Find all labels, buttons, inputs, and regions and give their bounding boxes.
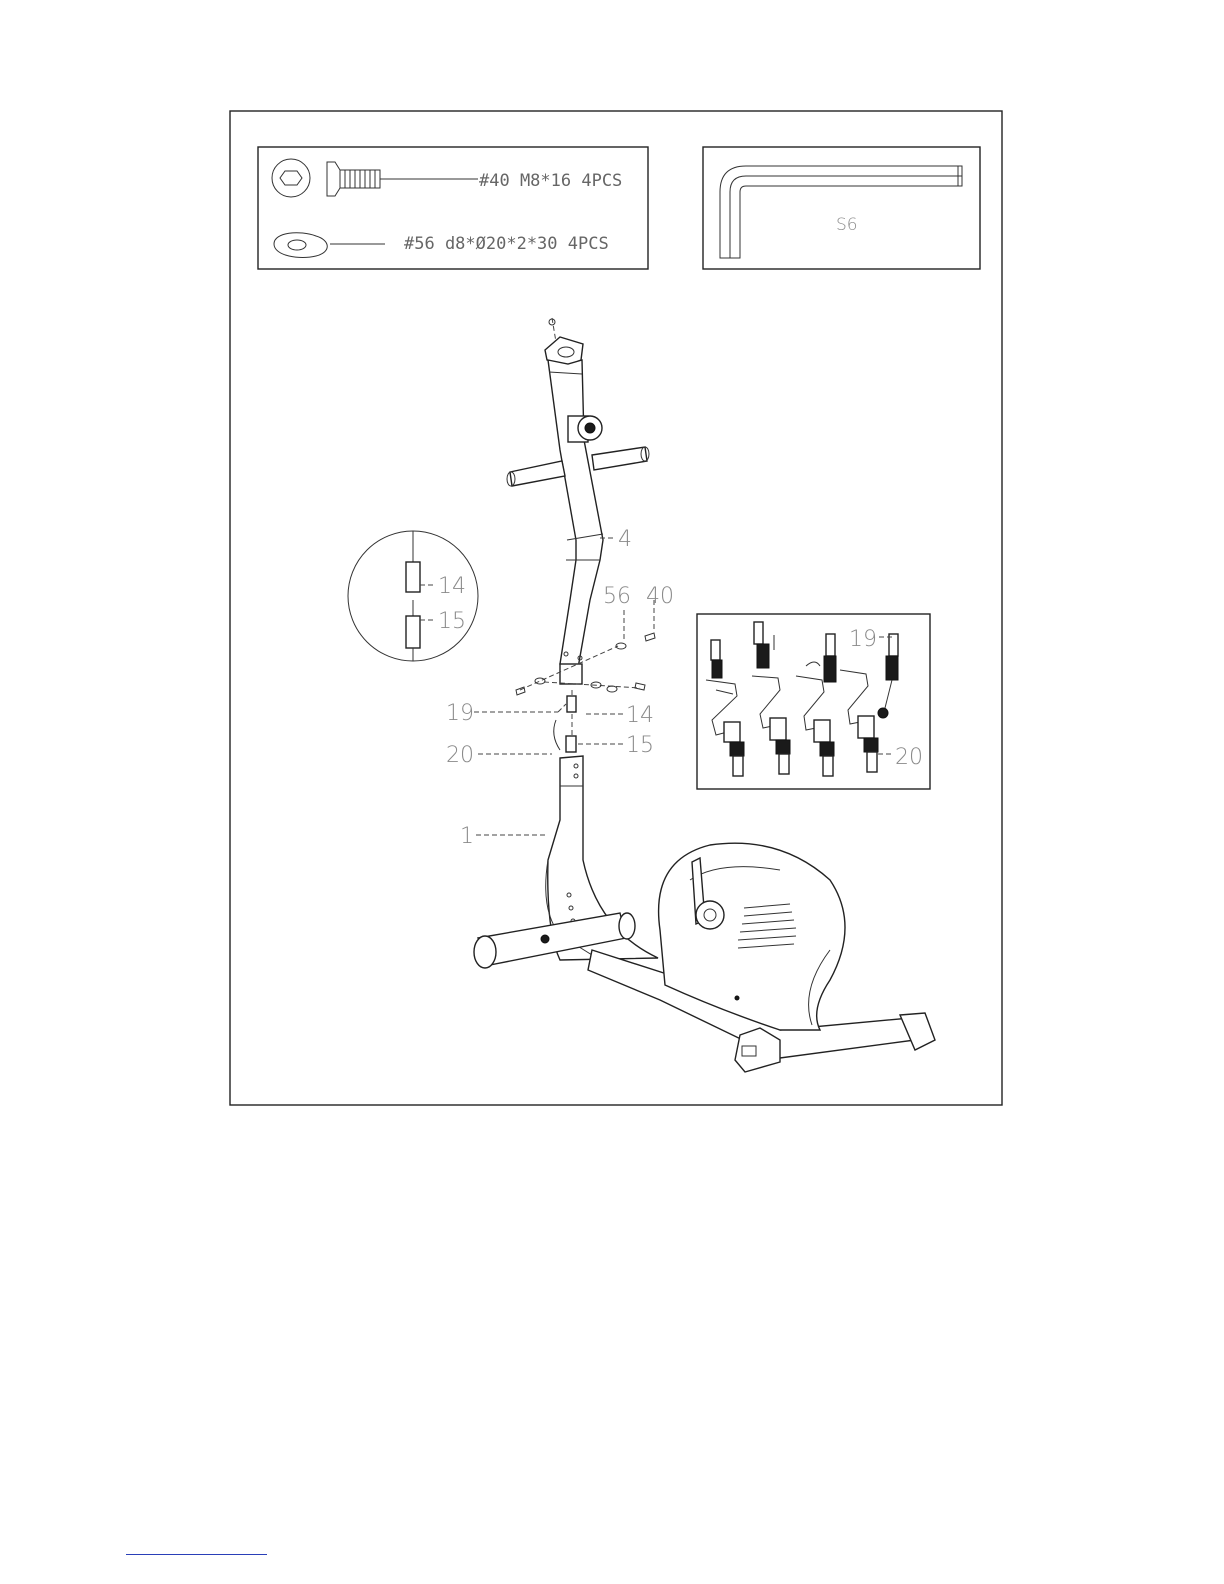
hex-bolt-icon	[272, 159, 478, 197]
part-label-1: 1	[460, 824, 474, 849]
part-label-4: 4	[618, 527, 632, 552]
washer-icon	[274, 233, 385, 258]
tool-box	[703, 147, 980, 269]
exercise-bike-illustration	[474, 318, 935, 1072]
part-label-19: 19	[446, 701, 474, 726]
inset-label-20: 20	[895, 745, 923, 770]
part-label-40: 40	[646, 584, 674, 609]
part-label-14: 14	[626, 703, 654, 728]
connector-detail-circle	[348, 531, 478, 661]
washer-spec-label: #56 d8*Ø20*2*30 4PCS	[404, 234, 609, 254]
cable-step-1	[706, 640, 744, 776]
detail-label-14: 14	[438, 574, 466, 599]
part-label-56: 56	[603, 584, 631, 609]
bolt-spec-label: #40 M8*16 4PCS	[479, 171, 623, 191]
cable-step-4	[840, 634, 898, 772]
hardware-box	[258, 147, 648, 269]
part-label-15: 15	[626, 733, 654, 758]
detail-label-15: 15	[438, 609, 466, 634]
inset-label-19: 19	[849, 627, 877, 652]
footer-link-underline[interactable]	[126, 1554, 267, 1555]
part-label-20: 20	[446, 743, 474, 768]
cable-step-3	[796, 634, 836, 776]
allen-key-icon	[720, 166, 962, 258]
cable-step-2	[752, 622, 790, 774]
tool-size-label: S6	[836, 215, 858, 235]
cable-connection-inset	[697, 614, 930, 789]
